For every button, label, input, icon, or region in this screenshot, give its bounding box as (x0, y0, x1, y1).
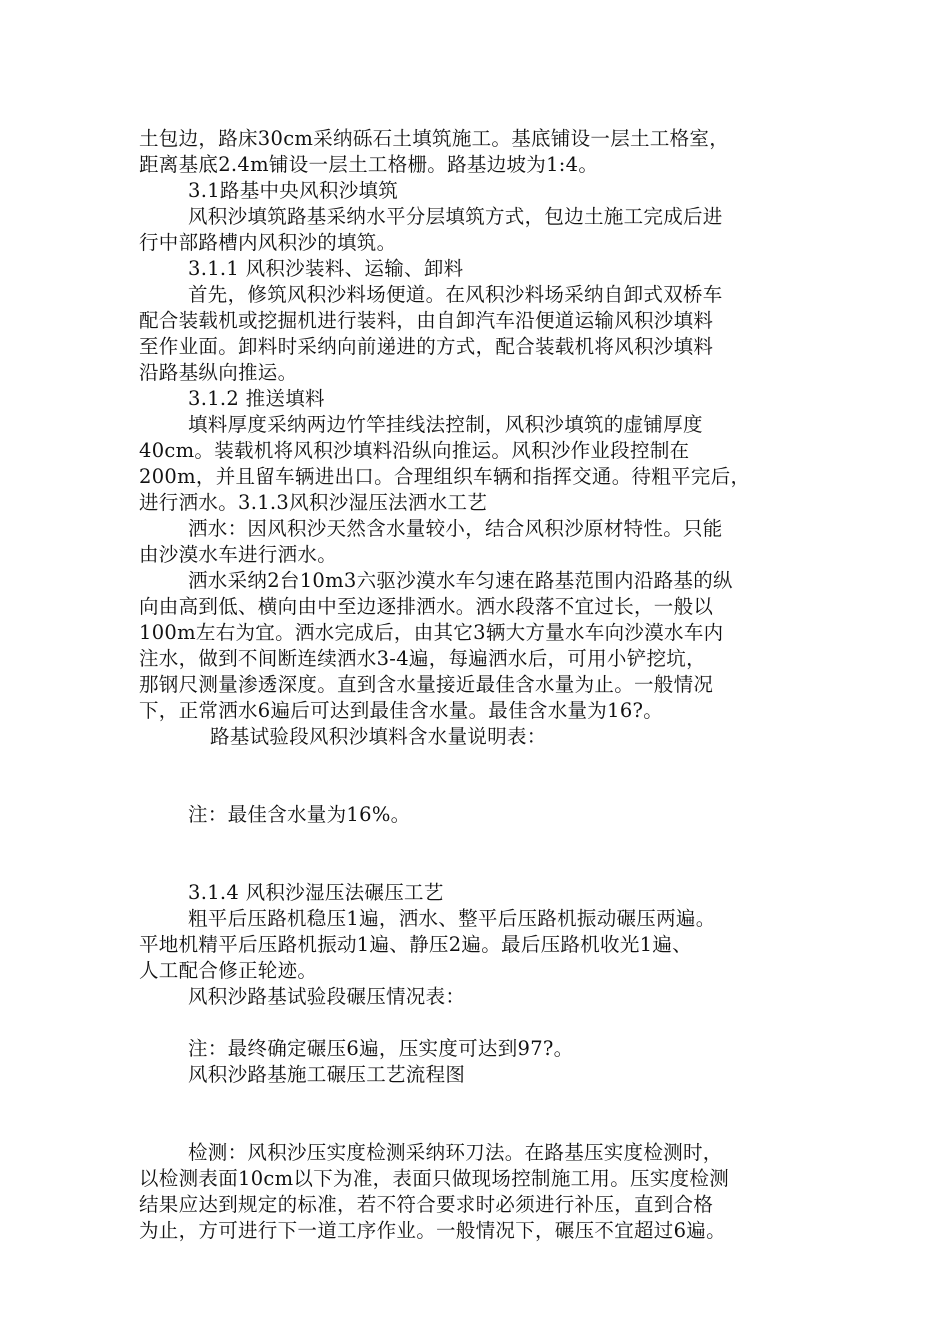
section-heading: 3.1路基中央风积沙填筑 (188, 179, 399, 202)
text-line: 粗平后压路机稳压1遍，洒水、整平后压路机振动碾压两遍。 (188, 907, 716, 930)
text-line: 200m，并且留车辆进出口。合理组织车辆和指挥交通。待粗平完后， (139, 465, 751, 488)
text-line: 沿路基纵向推运。 (139, 361, 298, 384)
text-line: 距离基底2.4m铺设一层土工格栅。路基边坡为1:4。 (139, 153, 599, 176)
text-line: 100m左右为宜。洒水完成后，由其它3辆大方量水车向沙漠水车内 (139, 621, 724, 644)
text-line: 洒水：因风积沙天然含水量较小，结合风积沙原材特性。只能 (188, 517, 723, 540)
text-line: 配合装载机或挖掘机进行装料，由自卸汽车沿便道运输风积沙填料 (139, 309, 714, 332)
figure-caption: 风积沙路基施工碾压工艺流程图 (188, 1063, 466, 1086)
text-line: 洒水采纳2台10m3六驱沙漠水车匀速在路基范围内沿路基的纵 (188, 569, 733, 592)
section-heading: 3.1.4 风积沙湿压法碾压工艺 (188, 881, 444, 904)
text-line: 检测：风积沙压实度检测采纳环刀法。在路基压实度检测时， (188, 1141, 723, 1164)
text-line: 进行洒水。3.1.3风积沙湿压法洒水工艺 (139, 491, 488, 514)
text-line: 为止，方可进行下一道工序作业。一般情况下，碾压不宜超过6遍。 (139, 1219, 726, 1242)
text-line: 风积沙填筑路基采纳水平分层填筑方式，包边土施工完成后进 (188, 205, 723, 228)
section-heading: 3.1.2 推送填料 (188, 387, 325, 410)
text-line: 土包边，路床30cm采纳砾石土填筑施工。基底铺设一层土工格室， (139, 127, 730, 150)
text-line: 至作业面。卸料时采纳向前递进的方式，配合装载机将风积沙填料 (139, 335, 714, 358)
table-note: 注：最终确定碾压6遍，压实度可达到97?。 (188, 1037, 574, 1060)
text-line: 填料厚度采纳两边竹竿挂线法控制，风积沙填筑的虚铺厚度 (188, 413, 703, 436)
text-line: 首先，修筑风积沙料场便道。在风积沙料场采纳自卸式双桥车 (188, 283, 723, 306)
text-line: 那钢尺测量渗透深度。直到含水量接近最佳含水量为止。一般情况 (139, 673, 714, 696)
table-caption: 路基试验段风积沙填料含水量说明表： (210, 725, 547, 748)
text-line: 40cm。装载机将风积沙填料沿纵向推运。风积沙作业段控制在 (139, 439, 690, 462)
text-line: 平地机精平后压路机振动1遍、静压2遍。最后压路机收光1遍、 (139, 933, 692, 956)
text-line: 向由高到低、横向由中至边逐排洒水。洒水段落不宜过长，一般以 (139, 595, 714, 618)
text-line: 以检测表面10cm以下为准，表面只做现场控制施工用。压实度检测 (139, 1167, 730, 1190)
text-line: 注水，做到不间断连续洒水3-4遍，每遍洒水后，可用小铲挖坑， (139, 647, 706, 670)
text-line: 下，正常洒水6遍后可达到最佳含水量。最佳含水量为16?。 (139, 699, 664, 722)
text-line: 行中部路槽内风积沙的填筑。 (139, 231, 397, 254)
section-heading: 3.1.1 风积沙装料、运输、卸料 (188, 257, 464, 280)
text-line: 由沙漠水车进行洒水。 (139, 543, 338, 566)
text-line: 人工配合修正轮迹。 (139, 959, 318, 982)
table-caption: 风积沙路基试验段碾压情况表： (188, 985, 466, 1008)
text-line: 结果应达到规定的标准，若不符合要求时必须进行补压，直到合格 (139, 1193, 714, 1216)
table-note: 注：最佳含水量为16%。 (188, 803, 411, 826)
